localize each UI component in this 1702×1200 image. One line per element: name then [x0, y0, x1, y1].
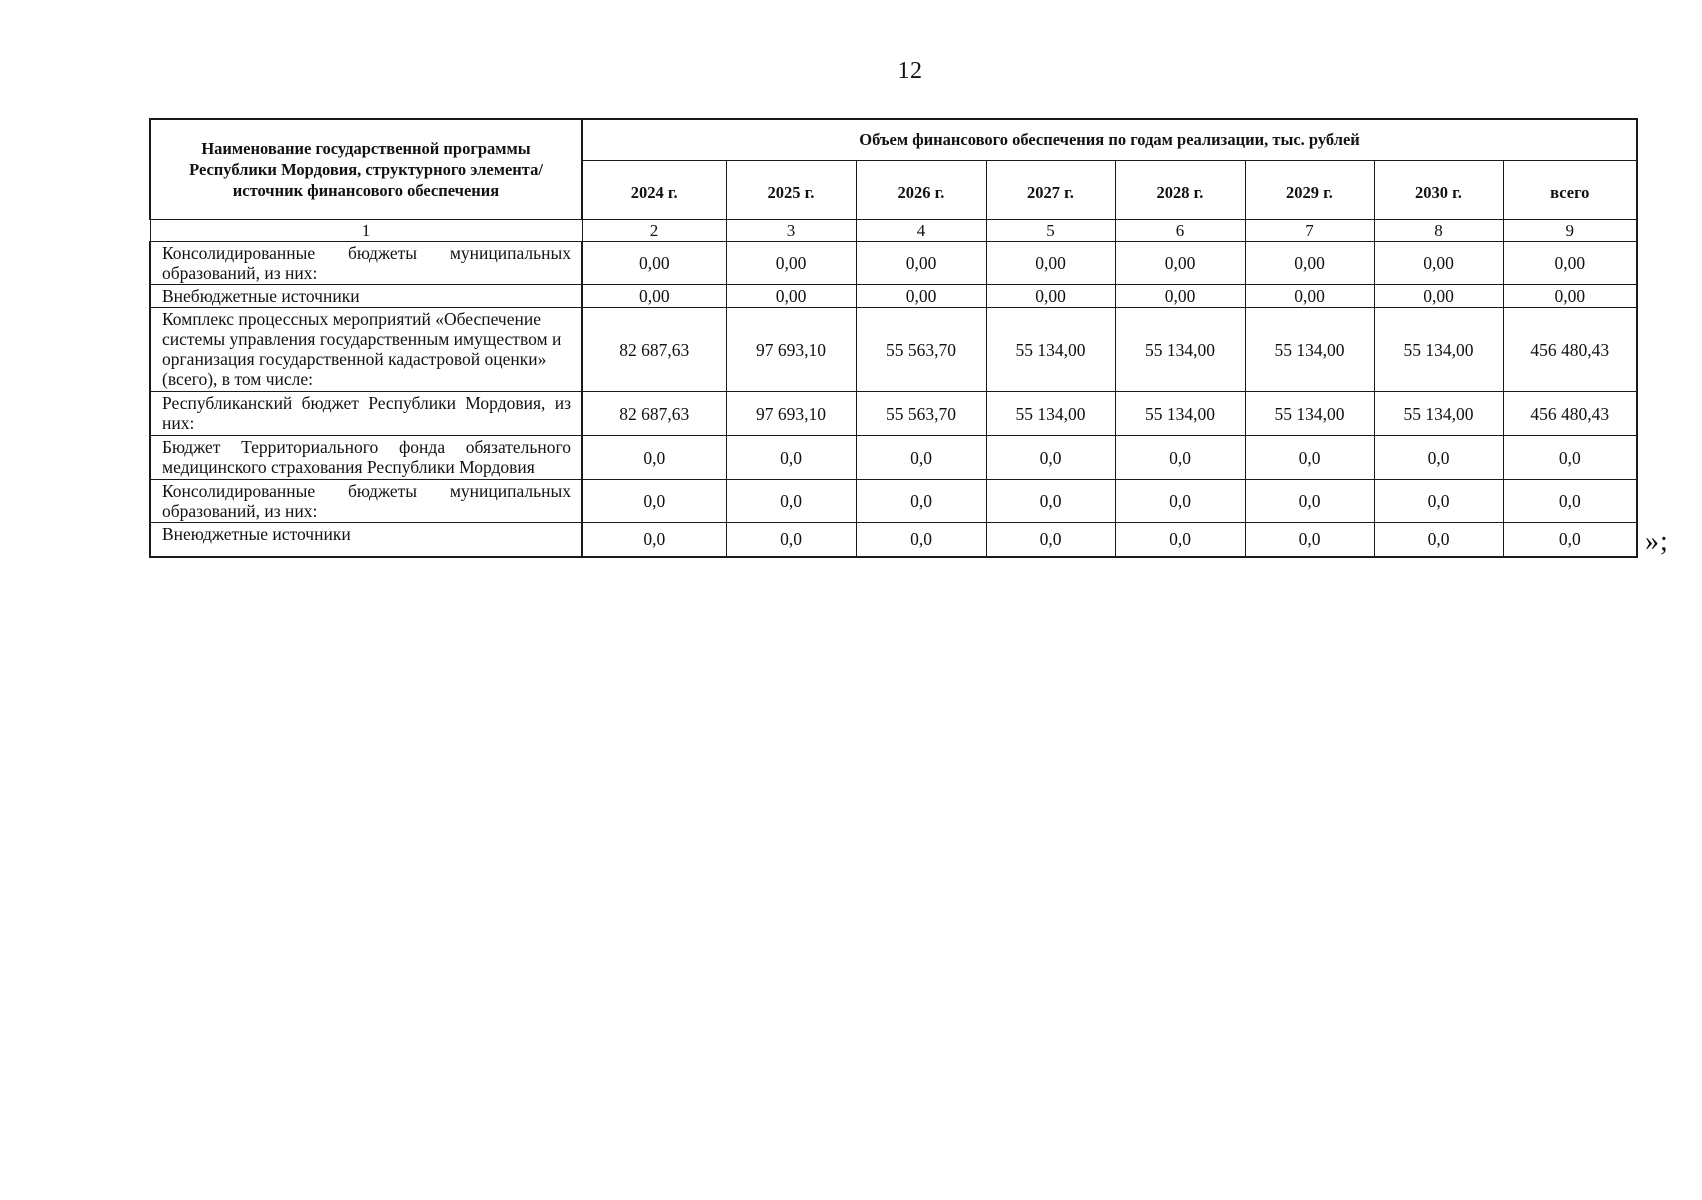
row-value: 55 563,70: [856, 392, 986, 436]
financing-table: [149, 118, 1638, 558]
year-header-2027: 2027 г.: [986, 161, 1115, 220]
row-value: 0,00: [1503, 242, 1637, 285]
column-number: 6: [1115, 220, 1245, 242]
row-value: 55 134,00: [1245, 392, 1374, 436]
row-value: 0,0: [582, 523, 726, 557]
table-row: [150, 308, 1637, 392]
row-value: 0,0: [986, 436, 1115, 480]
row-value: 0,0: [582, 436, 726, 480]
row-value: 0,0: [986, 523, 1115, 557]
row-value: 0,00: [1503, 285, 1637, 308]
header-row-top: [150, 119, 1637, 161]
row-value: 0,00: [856, 242, 986, 285]
row-name: Внеюджетные источники: [150, 523, 582, 557]
row-value: 0,0: [1245, 523, 1374, 557]
row-value: 0,0: [582, 480, 726, 523]
table-row: [150, 436, 1637, 480]
row-value: 0,0: [1374, 523, 1503, 557]
row-value: 0,00: [1245, 285, 1374, 308]
closing-quote-mark: »;: [1645, 526, 1669, 557]
row-value: 0,00: [1374, 242, 1503, 285]
row-value: 0,0: [986, 480, 1115, 523]
row-value: 55 134,00: [986, 392, 1115, 436]
table-row: [150, 480, 1637, 523]
row-value: 0,0: [1503, 523, 1637, 557]
row-value: 55 134,00: [1374, 308, 1503, 392]
row-value: 0,0: [1245, 480, 1374, 523]
row-value: 0,0: [726, 480, 856, 523]
table-row: [150, 242, 1637, 285]
row-name: Бюджет Территориального фонда обязательного медицинского страхования Республики Мордовия: [150, 436, 582, 480]
row-value: 97 693,10: [726, 392, 856, 436]
row-value: 0,00: [986, 242, 1115, 285]
row-value: 456 480,43: [1503, 392, 1637, 436]
row-value: 82 687,63: [582, 392, 726, 436]
row-value: 0,00: [1115, 285, 1245, 308]
row-value: 0,0: [1245, 436, 1374, 480]
column-number: 5: [986, 220, 1115, 242]
row-value: 0,0: [1115, 523, 1245, 557]
year-header-2028: 2028 г.: [1115, 161, 1245, 220]
column-number: 4: [856, 220, 986, 242]
table-row: [150, 285, 1637, 308]
column-number: 7: [1245, 220, 1374, 242]
row-value: 97 693,10: [726, 308, 856, 392]
row-value: 456 480,43: [1503, 308, 1637, 392]
row-value: 0,00: [726, 242, 856, 285]
row-name: Консолидированные бюджеты муниципальных образований, из них:: [150, 480, 582, 523]
row-value: 55 134,00: [1374, 392, 1503, 436]
row-value: 0,0: [726, 436, 856, 480]
row-value: 0,00: [1245, 242, 1374, 285]
year-header-2025: 2025 г.: [726, 161, 856, 220]
table-row: [150, 523, 1637, 557]
name-column-header: Наименование государственной программы Республики Мордовия, структурного элемента/источник финансового обеспечения: [150, 119, 582, 220]
row-value: 55 134,00: [1115, 308, 1245, 392]
row-value: 0,0: [1503, 480, 1637, 523]
row-value: 0,00: [986, 285, 1115, 308]
row-name: Республиканский бюджет Республики Мордовия, из них:: [150, 392, 582, 436]
row-value: 0,00: [856, 285, 986, 308]
year-header-2030: 2030 г.: [1374, 161, 1503, 220]
column-number-row: [150, 220, 1637, 242]
row-value: 55 563,70: [856, 308, 986, 392]
row-value: 0,00: [582, 285, 726, 308]
page-number: 12: [897, 58, 923, 84]
table-row: [150, 392, 1637, 436]
year-header-2026: 2026 г.: [856, 161, 986, 220]
row-value: 0,0: [1374, 436, 1503, 480]
row-value: 55 134,00: [1245, 308, 1374, 392]
row-value: 0,0: [856, 436, 986, 480]
column-number: 3: [726, 220, 856, 242]
column-number: 9: [1503, 220, 1637, 242]
row-value: 55 134,00: [1115, 392, 1245, 436]
row-name: Внебюджетные источники: [150, 285, 582, 308]
year-header-2029: 2029 г.: [1245, 161, 1374, 220]
column-number: 2: [582, 220, 726, 242]
row-name: Комплекс процессных мероприятий «Обеспечение системы управления государственным имуществом и организация государственной кадастровой оценки» (всего), в том числе:: [150, 308, 582, 392]
row-value: 0,0: [1374, 480, 1503, 523]
funding-group-header: Объем финансового обеспечения по годам реализации, тыс. рублей: [582, 119, 1637, 161]
row-name: Консолидированные бюджеты муниципальных образований, из них:: [150, 242, 582, 285]
row-value: 0,0: [1115, 480, 1245, 523]
column-number: 8: [1374, 220, 1503, 242]
row-value: 0,0: [1503, 436, 1637, 480]
row-value: 0,0: [1115, 436, 1245, 480]
row-value: 0,00: [726, 285, 856, 308]
column-number: 1: [150, 220, 582, 242]
year-header-2024: 2024 г.: [582, 161, 726, 220]
row-value: 0,0: [726, 523, 856, 557]
row-value: 0,0: [856, 480, 986, 523]
row-value: 0,0: [856, 523, 986, 557]
row-value: 55 134,00: [986, 308, 1115, 392]
row-value: 0,00: [1115, 242, 1245, 285]
row-value: 0,00: [582, 242, 726, 285]
row-value: 82 687,63: [582, 308, 726, 392]
row-value: 0,00: [1374, 285, 1503, 308]
year-header-total: всего: [1503, 161, 1637, 220]
